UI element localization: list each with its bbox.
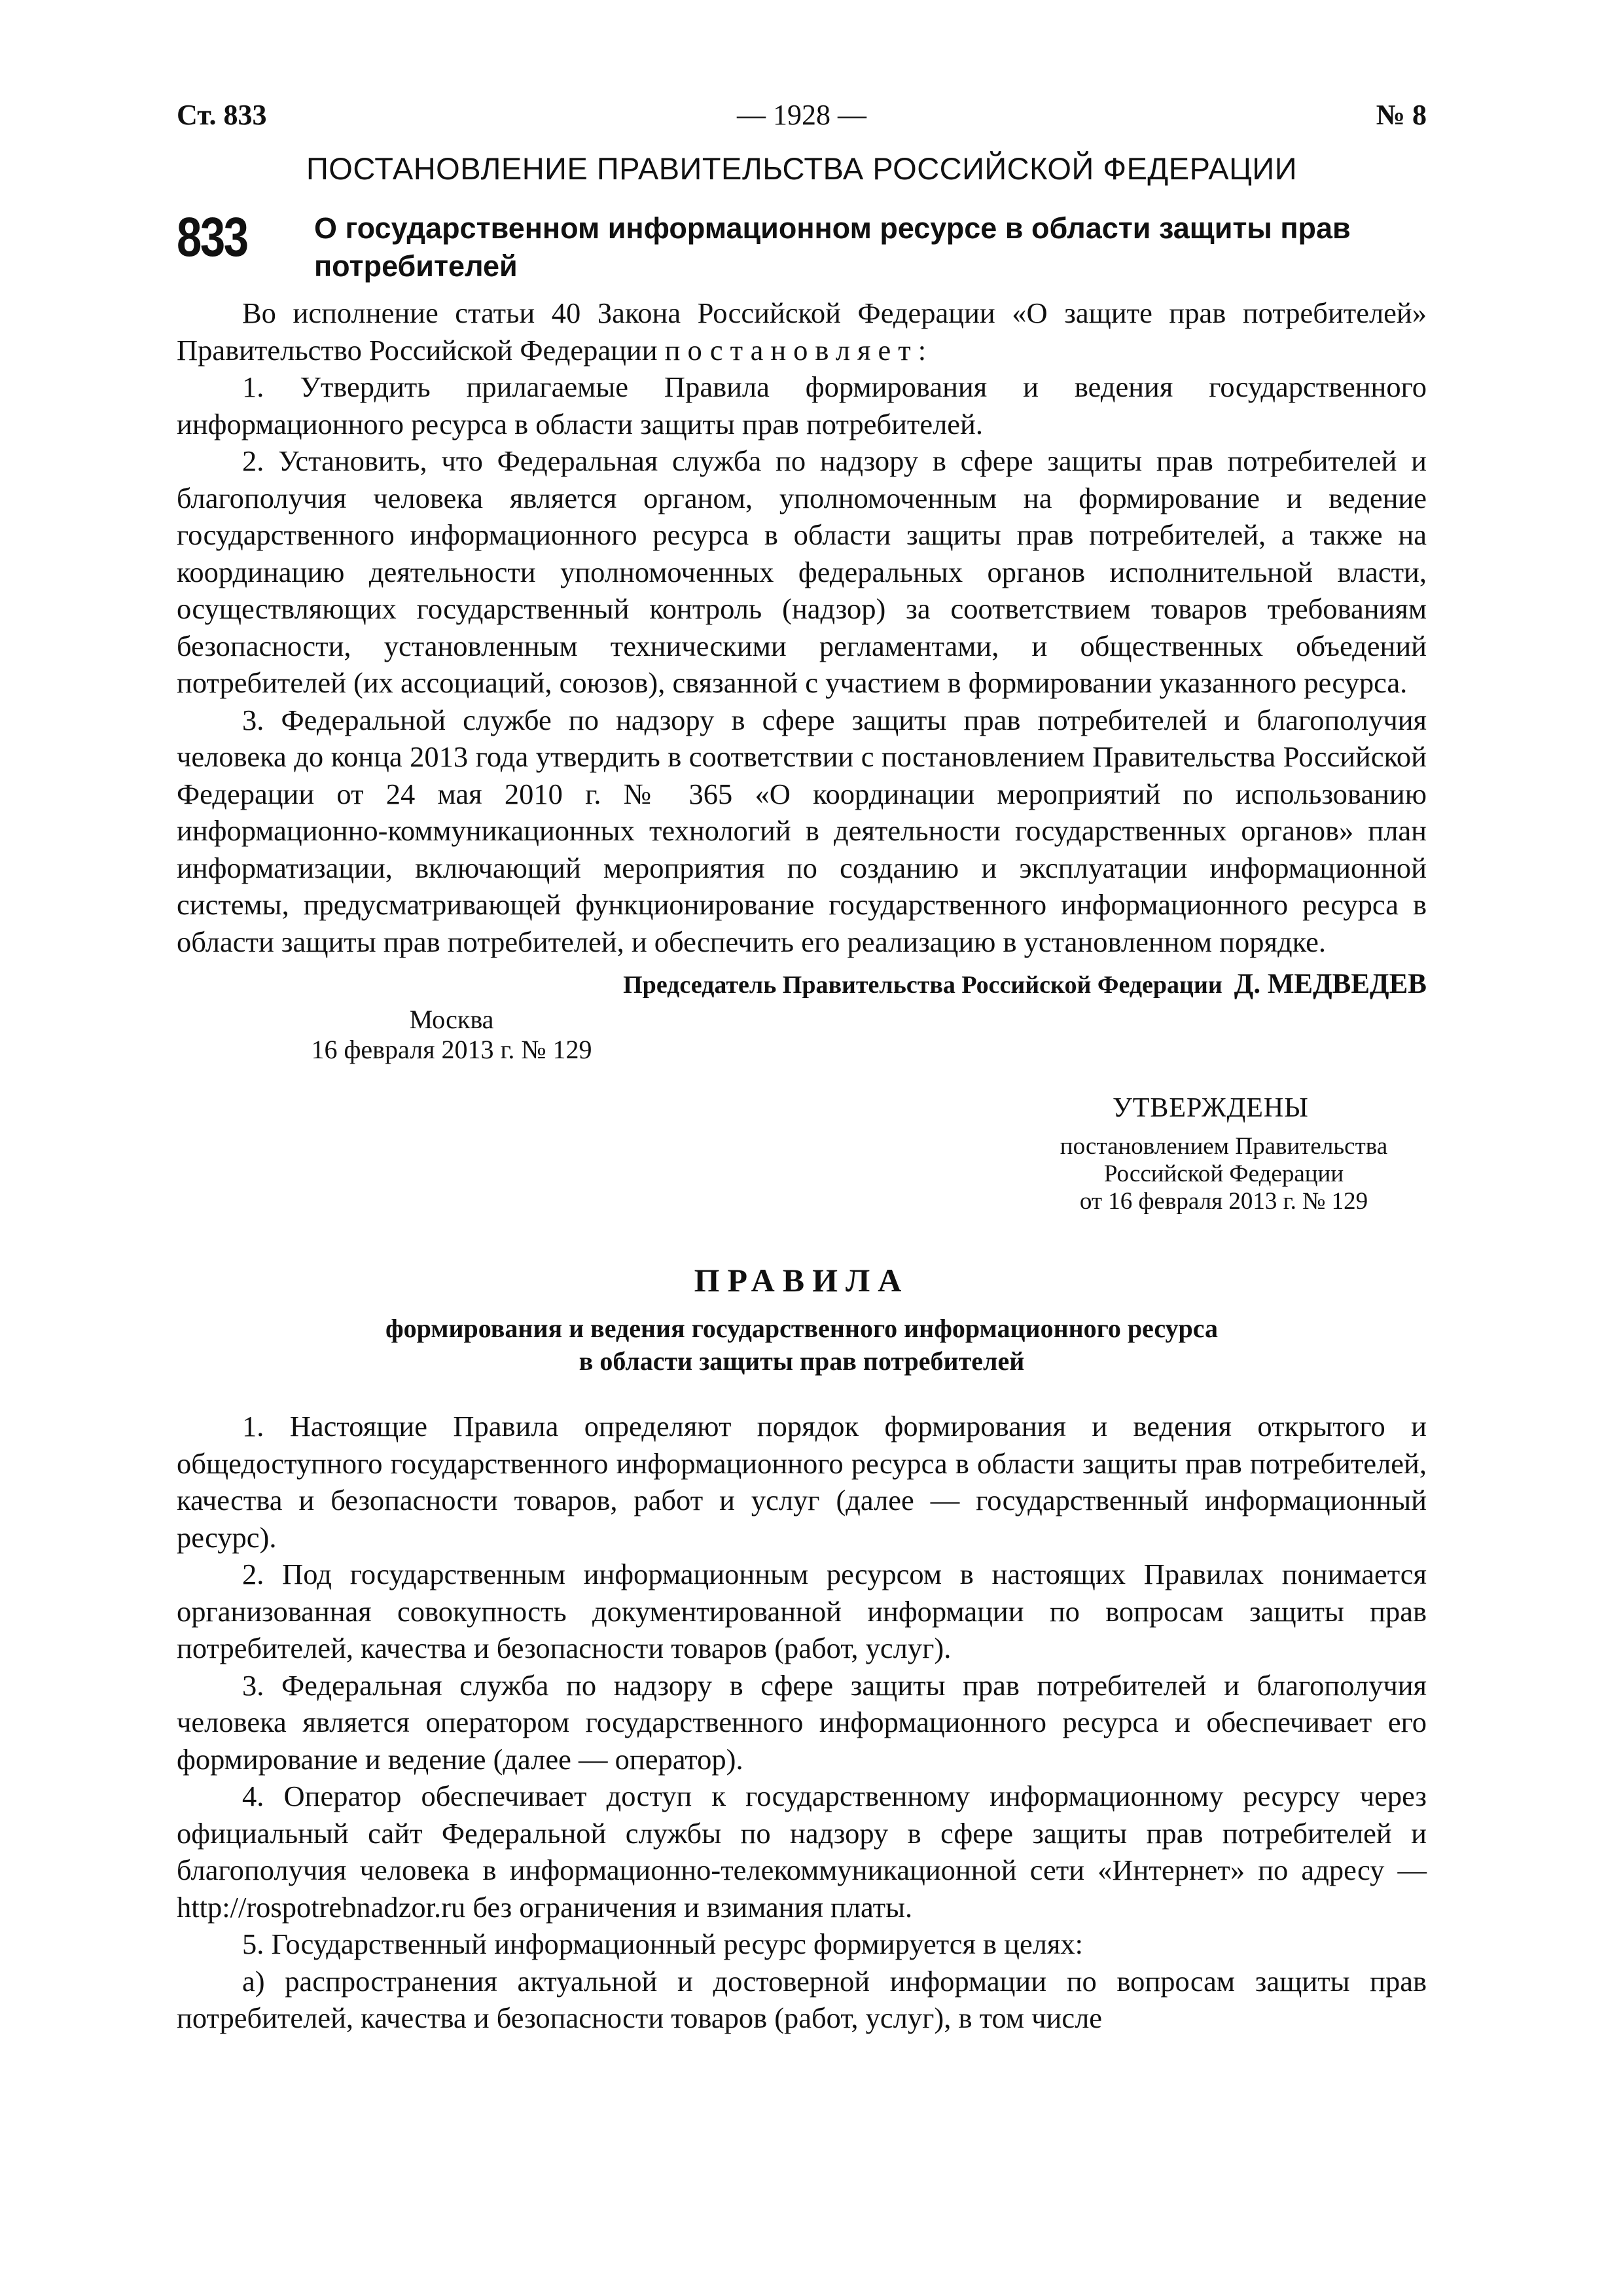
decree-item: 3. Федеральной службе по надзору в сфере защиты прав потребителей и благополучия человека до конца 2013 года утвердить в соответствии с постановлением Правительства Российской Федерации от 24 мая 2010 г. № 365 «О координации мероприятий по использованию информационно-коммуникационных технологий в деятельности государственных органов» план информатизации, включающий мероприятия по созданию и эксплуатации информационной системы, предусматривающей функционирование государственного информационного ресурса в области защиты прав потребителей, и обеспечить его реализацию в установленном порядке. xyxy=(177,703,1427,958)
rules-body xyxy=(177,1408,1427,2037)
decree-item: 2. Установить, что Федеральная служба по надзору в сфере защиты прав потребителей и благополучия человека является органом, уполномоченным на формирование и ведение государственного информационного ресурса в области защиты прав потребителей, а также на координацию деятельности уполномоченных федеральных органов исполнительной власти, осуществляющих государственный контроль (надзор) за соответствием товаров требованиям безопасности, установленным техническими регламентами, и общественных объедений потребителей (их ассоциаций, союзов), связанной с участием в формировании указанного ресурса. xyxy=(177,444,1427,699)
approved-details xyxy=(1027,1133,1420,1215)
decree-title-block xyxy=(177,206,1427,295)
page-number: — 1928 — xyxy=(737,99,866,131)
decree-title: О государственном информационном ресурсе в области защиты прав потребителей xyxy=(314,211,1351,283)
government-decree-heading: ПОСТАНОВЛЕНИЕ ПРАВИТЕЛЬСТВА РОССИЙСКОЙ ФЕДЕРАЦИИ xyxy=(306,151,1297,186)
decree-number: 833 xyxy=(177,206,247,268)
decree-item: 1. Утвердить прилагаемые Правила формирования и ведения государственного информационного ресурса в области защиты прав потребителей. xyxy=(177,370,1427,440)
intro-spaced-word: постановляет xyxy=(664,333,918,367)
approval-stamp xyxy=(177,1092,1427,1249)
decree-body xyxy=(177,295,1427,960)
issue-number: № 8 xyxy=(1376,99,1427,131)
approved-line: Российской Федерации xyxy=(1103,1160,1344,1187)
signature-line xyxy=(623,968,1427,1000)
intro-text: Во исполнение статьи 40 Закона Российской Федерации «О защите прав потребителей» Правительство Российской Федерации xyxy=(177,296,1427,367)
approved-title: УТВЕРЖДЕНЫ xyxy=(1113,1093,1309,1123)
signature-block xyxy=(177,968,1427,1092)
approved-line: от 16 февраля 2013 г. № 129 xyxy=(1079,1188,1368,1215)
rules-subheading-line: в области защиты прав потребителей xyxy=(579,1346,1025,1376)
article-number: Ст. 833 xyxy=(177,99,267,131)
intro-tail: : xyxy=(918,333,927,367)
signatory-position: Председатель Правительства Российской Федерации xyxy=(623,971,1222,999)
page-header xyxy=(177,98,1427,144)
approved-line: постановлением Правительства xyxy=(1060,1133,1388,1160)
rules-item: 3. Федеральная служба по надзору в сфере защиты прав потребителей и благополучия человека является оператором государственного информационного ресурса и обеспечивает его формирование и ведение (далее — оператор). xyxy=(177,1668,1427,1776)
rules-item: 1. Настоящие Правила определяют порядок формирования и ведения открытого и общедоступного государственного информационного ресурса в области защиты прав потребителей, качества и безопасности товаров, работ и услуг (далее — государственный информационный ресурс). xyxy=(177,1410,1427,1554)
rules-item: 4. Оператор обеспечивает доступ к государственному информационному ресурсу через официальный сайт Федеральной службы по надзору в сфере защиты прав потребителей и благополучия человека в информационно-телекоммуникационной сети «Интернет» по адресу — http://rospotrebnadzor.ru без ограничения и взимания платы. xyxy=(177,1780,1427,1924)
signatory-name: Д. МЕДВЕДЕВ xyxy=(1234,969,1427,999)
rules-heading: ПРАВИЛА xyxy=(694,1262,910,1299)
rules-subheading xyxy=(177,1312,1427,1378)
rules-subheading-line: формирования и ведения государственного информационного ресурса xyxy=(385,1314,1219,1343)
rules-item: а) распространения актуальной и достоверной информации по вопросам защиты прав потребителей, качества и безопасности товаров (работ, услуг), в том числе xyxy=(177,1964,1427,2034)
place-and-date xyxy=(288,1005,615,1065)
city: Москва xyxy=(409,1005,494,1034)
decree-intro xyxy=(177,295,1427,368)
rules-item: 5. Государственный информационный ресурс формируется в целях: xyxy=(242,1928,1084,1960)
rules-item: 2. Под государственным информационным ресурсом в настоящих Правилах понимается организованная совокупность документированной информации по вопросам защиты прав потребителей, качества и безопасности товаров (работ, услуг). xyxy=(177,1558,1427,1664)
document-page xyxy=(177,98,1427,2037)
date-and-number: 16 февраля 2013 г. № 129 xyxy=(311,1035,592,1064)
